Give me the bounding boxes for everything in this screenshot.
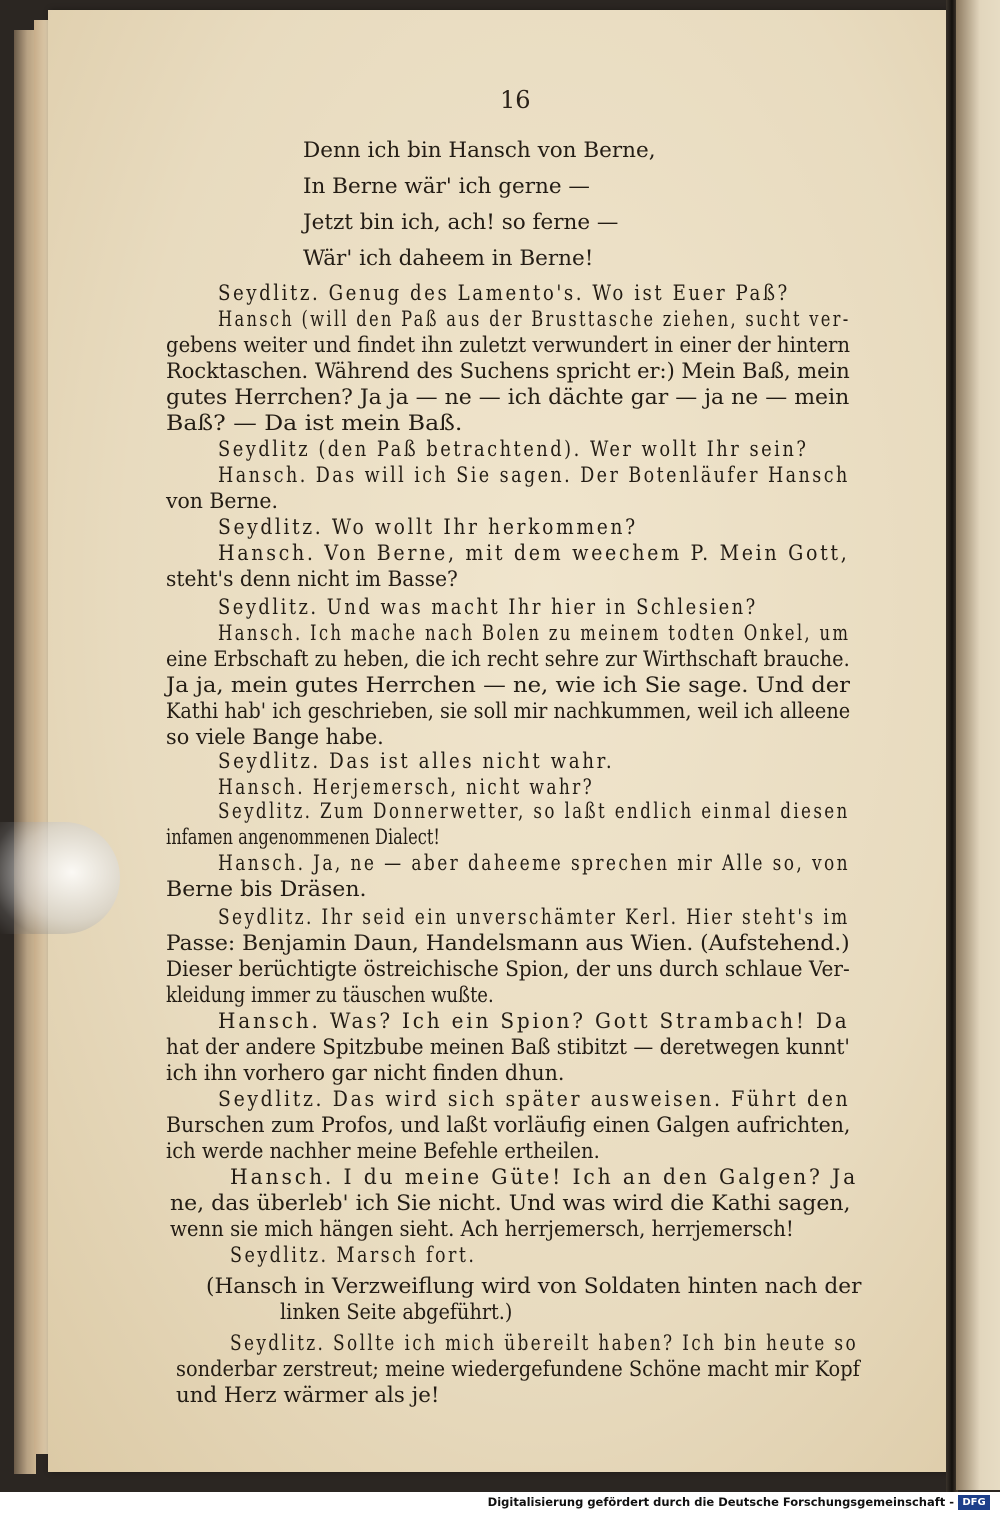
page-number: 16 <box>500 86 531 114</box>
text-line: linken Seite abgeführt.) <box>280 1300 513 1325</box>
text-line: Seydlitz. Marsch fort. <box>230 1243 477 1268</box>
verse-line: Denn ich bin Hansch von Berne, <box>303 138 656 163</box>
text-line: Hansch. Ich mache nach Bolen zu meinem todten Onkel, um <box>218 621 851 646</box>
text-line: ich ihn vorhero gar nicht finden dhun. <box>166 1061 565 1086</box>
text-line: Seydlitz. Und was macht Ihr hier in Schlesien? <box>218 595 758 620</box>
text-line: eine Erbschaft zu heben, die ich recht sehre zur Wirthschaft brauche. <box>166 647 850 672</box>
text-line: Burschen zum Profos, und laßt vorläufig einen Galgen aufrichten, <box>166 1113 851 1138</box>
text-line: Seydlitz. Genug des Lamento's. Wo ist Euer Paß? <box>218 281 790 306</box>
facing-page-edge <box>956 0 1000 1490</box>
text-line: (Hansch in Verzweiflung wird von Soldaten hinten nach der <box>206 1274 862 1299</box>
page-edge-stack <box>14 30 36 1474</box>
text-line: sonderbar zerstreut; meine wiedergefundene Schöne macht mir Kopf <box>176 1357 860 1382</box>
text-line: Hansch. Herjemersch, nicht wahr? <box>218 775 595 800</box>
text-line: Seydlitz (den Paß betrachtend). Wer wollt Ihr sein? <box>218 437 809 462</box>
text-line: Hansch. Das will ich Sie sagen. Der Botenläufer Hansch <box>218 463 850 488</box>
verse-line: Wär' ich daheem in Berne! <box>303 246 594 271</box>
text-line: Passe: Benjamin Daun, Handelsmann aus Wien. (Aufstehend.) <box>166 931 850 956</box>
text-line: von Berne. <box>166 489 278 514</box>
text-line: Hansch. Von Berne, mit dem weechem P. Mein Gott, <box>218 541 850 566</box>
text-line: so viele Bange habe. <box>166 725 384 750</box>
text-line: Seydlitz. Zum Donnerwetter, so laßt endlich einmal diesen <box>218 799 850 824</box>
text-line: steht's denn nicht im Basse? <box>166 567 458 592</box>
text-line: Rocktaschen. Während des Suchens spricht er:) Mein Baß, mein <box>166 359 850 384</box>
text-line: infamen angenommenen Dialect! <box>166 825 440 850</box>
text-line: ne, das überleb' ich Sie nicht. Und was wird die Kathi sagen, <box>170 1191 851 1216</box>
text-line: Seydlitz. Das ist alles nicht wahr. <box>218 749 615 774</box>
text-line: Berne bis Dräsen. <box>166 877 367 902</box>
text-line: Kathi hab' ich geschrieben, sie soll mir nachkummen, weil ich alleene <box>166 699 851 724</box>
funding-credit: Digitalisierung gefördert durch die Deutsche Forschungsgemeinschaft - <box>487 1495 954 1509</box>
text-line: Hansch. I du meine Güte! Ich an den Galgen? Ja <box>230 1165 859 1190</box>
text-line: wenn sie mich hängen sieht. Ach herrjemersch, herrjemersch! <box>170 1217 794 1242</box>
text-line: Seydlitz. Ihr seid ein unverschämter Kerl. Hier steht's im <box>218 905 850 930</box>
text-line: ich werde nachher meine Befehle ertheilen. <box>166 1139 600 1164</box>
text-line: gebens weiter und findet ihn zuletzt verwundert in einer der hintern <box>166 333 851 358</box>
footer-bar <box>0 1492 1000 1514</box>
text-line: gutes Herrchen? Ja ja — ne — ich dächte gar — ja ne — mein <box>166 385 850 410</box>
page-clip <box>0 822 120 934</box>
text-line: Seydlitz. Sollte ich mich übereilt haben? Ich bin heute so <box>230 1331 859 1356</box>
verse-line: Jetzt bin ich, ach! so ferne — <box>303 210 619 235</box>
text-line: Seydlitz. Das wird sich später ausweisen. Führt den <box>218 1087 851 1112</box>
verse-line: In Berne wär' ich gerne — <box>303 174 590 199</box>
text-line: Seydlitz. Wo wollt Ihr herkommen? <box>218 515 638 540</box>
text-line: Hansch. Was? Ich ein Spion? Gott Strambach! Da <box>218 1009 850 1034</box>
text-line: Baß? — Da ist mein Baß. <box>166 411 463 436</box>
text-line: Ja ja, mein gutes Herrchen — ne, wie ich Sie sage. Und der <box>166 673 851 698</box>
text-line: und Herz wärmer als je! <box>176 1383 440 1408</box>
text-line: Hansch (will den Paß aus der Brusttasche ziehen, sucht ver- <box>218 307 851 332</box>
text-line: kleidung immer zu täuschen wußte. <box>166 983 494 1008</box>
dfg-logo: DFG <box>958 1495 990 1510</box>
text-line: hat der andere Spitzbube meinen Baß stibitzt — deretwegen kunnt' <box>166 1035 850 1060</box>
text-line: Hansch. Ja, ne — aber daheeme sprechen mir Alle so, von <box>218 851 851 876</box>
text-line: Dieser berüchtigte östreichische Spion, der uns durch schlaue Ver- <box>166 957 850 982</box>
